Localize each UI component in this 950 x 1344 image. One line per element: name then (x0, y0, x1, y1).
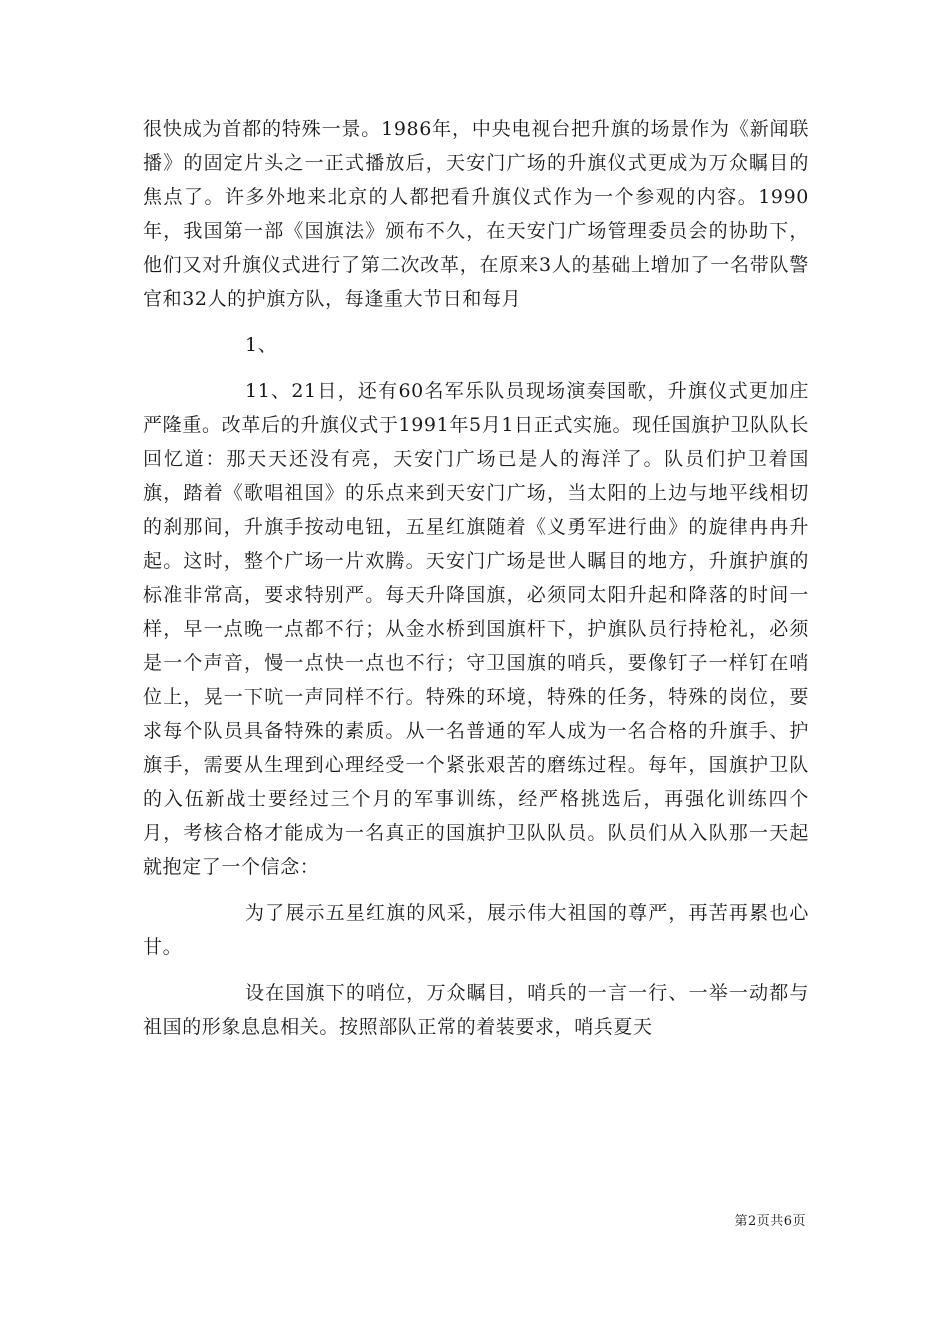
paragraph-1: 很快成为首都的特殊一景。1986年，中央电视台把升旗的场景作为《新闻联播》的固定片头之一正式播放后，天安门广场的升旗仪式更成为万众瞩目的焦点了。许多外地来北京的人都把看升旗仪式作为一个参观的内容。1990年，我国第一部《国旗法》颁布不久，在天安门广场管理委员会的协助下，他们又对升旗仪式进行了第二次改革，在原来3人的基础上增加了一名带队警官和32人的护旗方队，每逢重大节日和每月 (143, 118, 809, 310)
document-body (143, 112, 809, 1044)
paragraph-3: 11、21日，还有60名军乐队员现场演奏国歌，升旗仪式更加庄严隆重。改革后的升旗仪式于1991年5月1日正式实施。现任国旗护卫队队长回忆道：那天天还没有亮，天安门广场已是人的海洋了。队员们护卫着国旗，踏着《歌唱祖国》的乐点来到天安门广场，当太阳的上边与地平线相切的刹那间，升旗手按动电钮，五星红旗随着《义勇军进行曲》的旋律冉冉升起。这时，整个广场一片欢腾。天安门广场是世人瞩目的地方，升旗护旗的标准非常高，要求特别严。每天升降国旗，必须同太阳升起和降落的时间一样，早一点晚一点都不行；从金水桥到国旗杆下，护旗队员行持枪礼，必须是一个声音，慢一点快一点也不行；守卫国旗的哨兵，要像钉子一样钉在哨位上，晃一下吭一声同样不行。特殊的环境，特殊的任务，特殊的岗位，要求每个队员具备特殊的素质。从一名普通的军人成为一名合格的升旗手、护旗手，需要从生理到心理经受一个紧张艰苦的磨练过程。每年，国旗护卫队的入伍新战士要经过三个月的军事训练，经严格挑选后，再强化训练四个月，考核合格才能成为一名真正的国旗护卫队队员。队员们从入队那一天起就抱定了一个信念： (143, 380, 809, 878)
paragraph-2: 1、 (245, 334, 278, 356)
paragraph-4: 为了展示五星红旗的风采，展示伟大祖国的尊严，再苦再累也心甘。 (143, 902, 809, 958)
paragraph-5: 设在国旗下的哨位，万众瞩目，哨兵的一言一行、一举一动都与祖国的形象息息相关。按照部队正常的着装要求，哨兵夏天 (143, 982, 809, 1038)
page-number-footer: 第2页共6页 (734, 1214, 806, 1229)
